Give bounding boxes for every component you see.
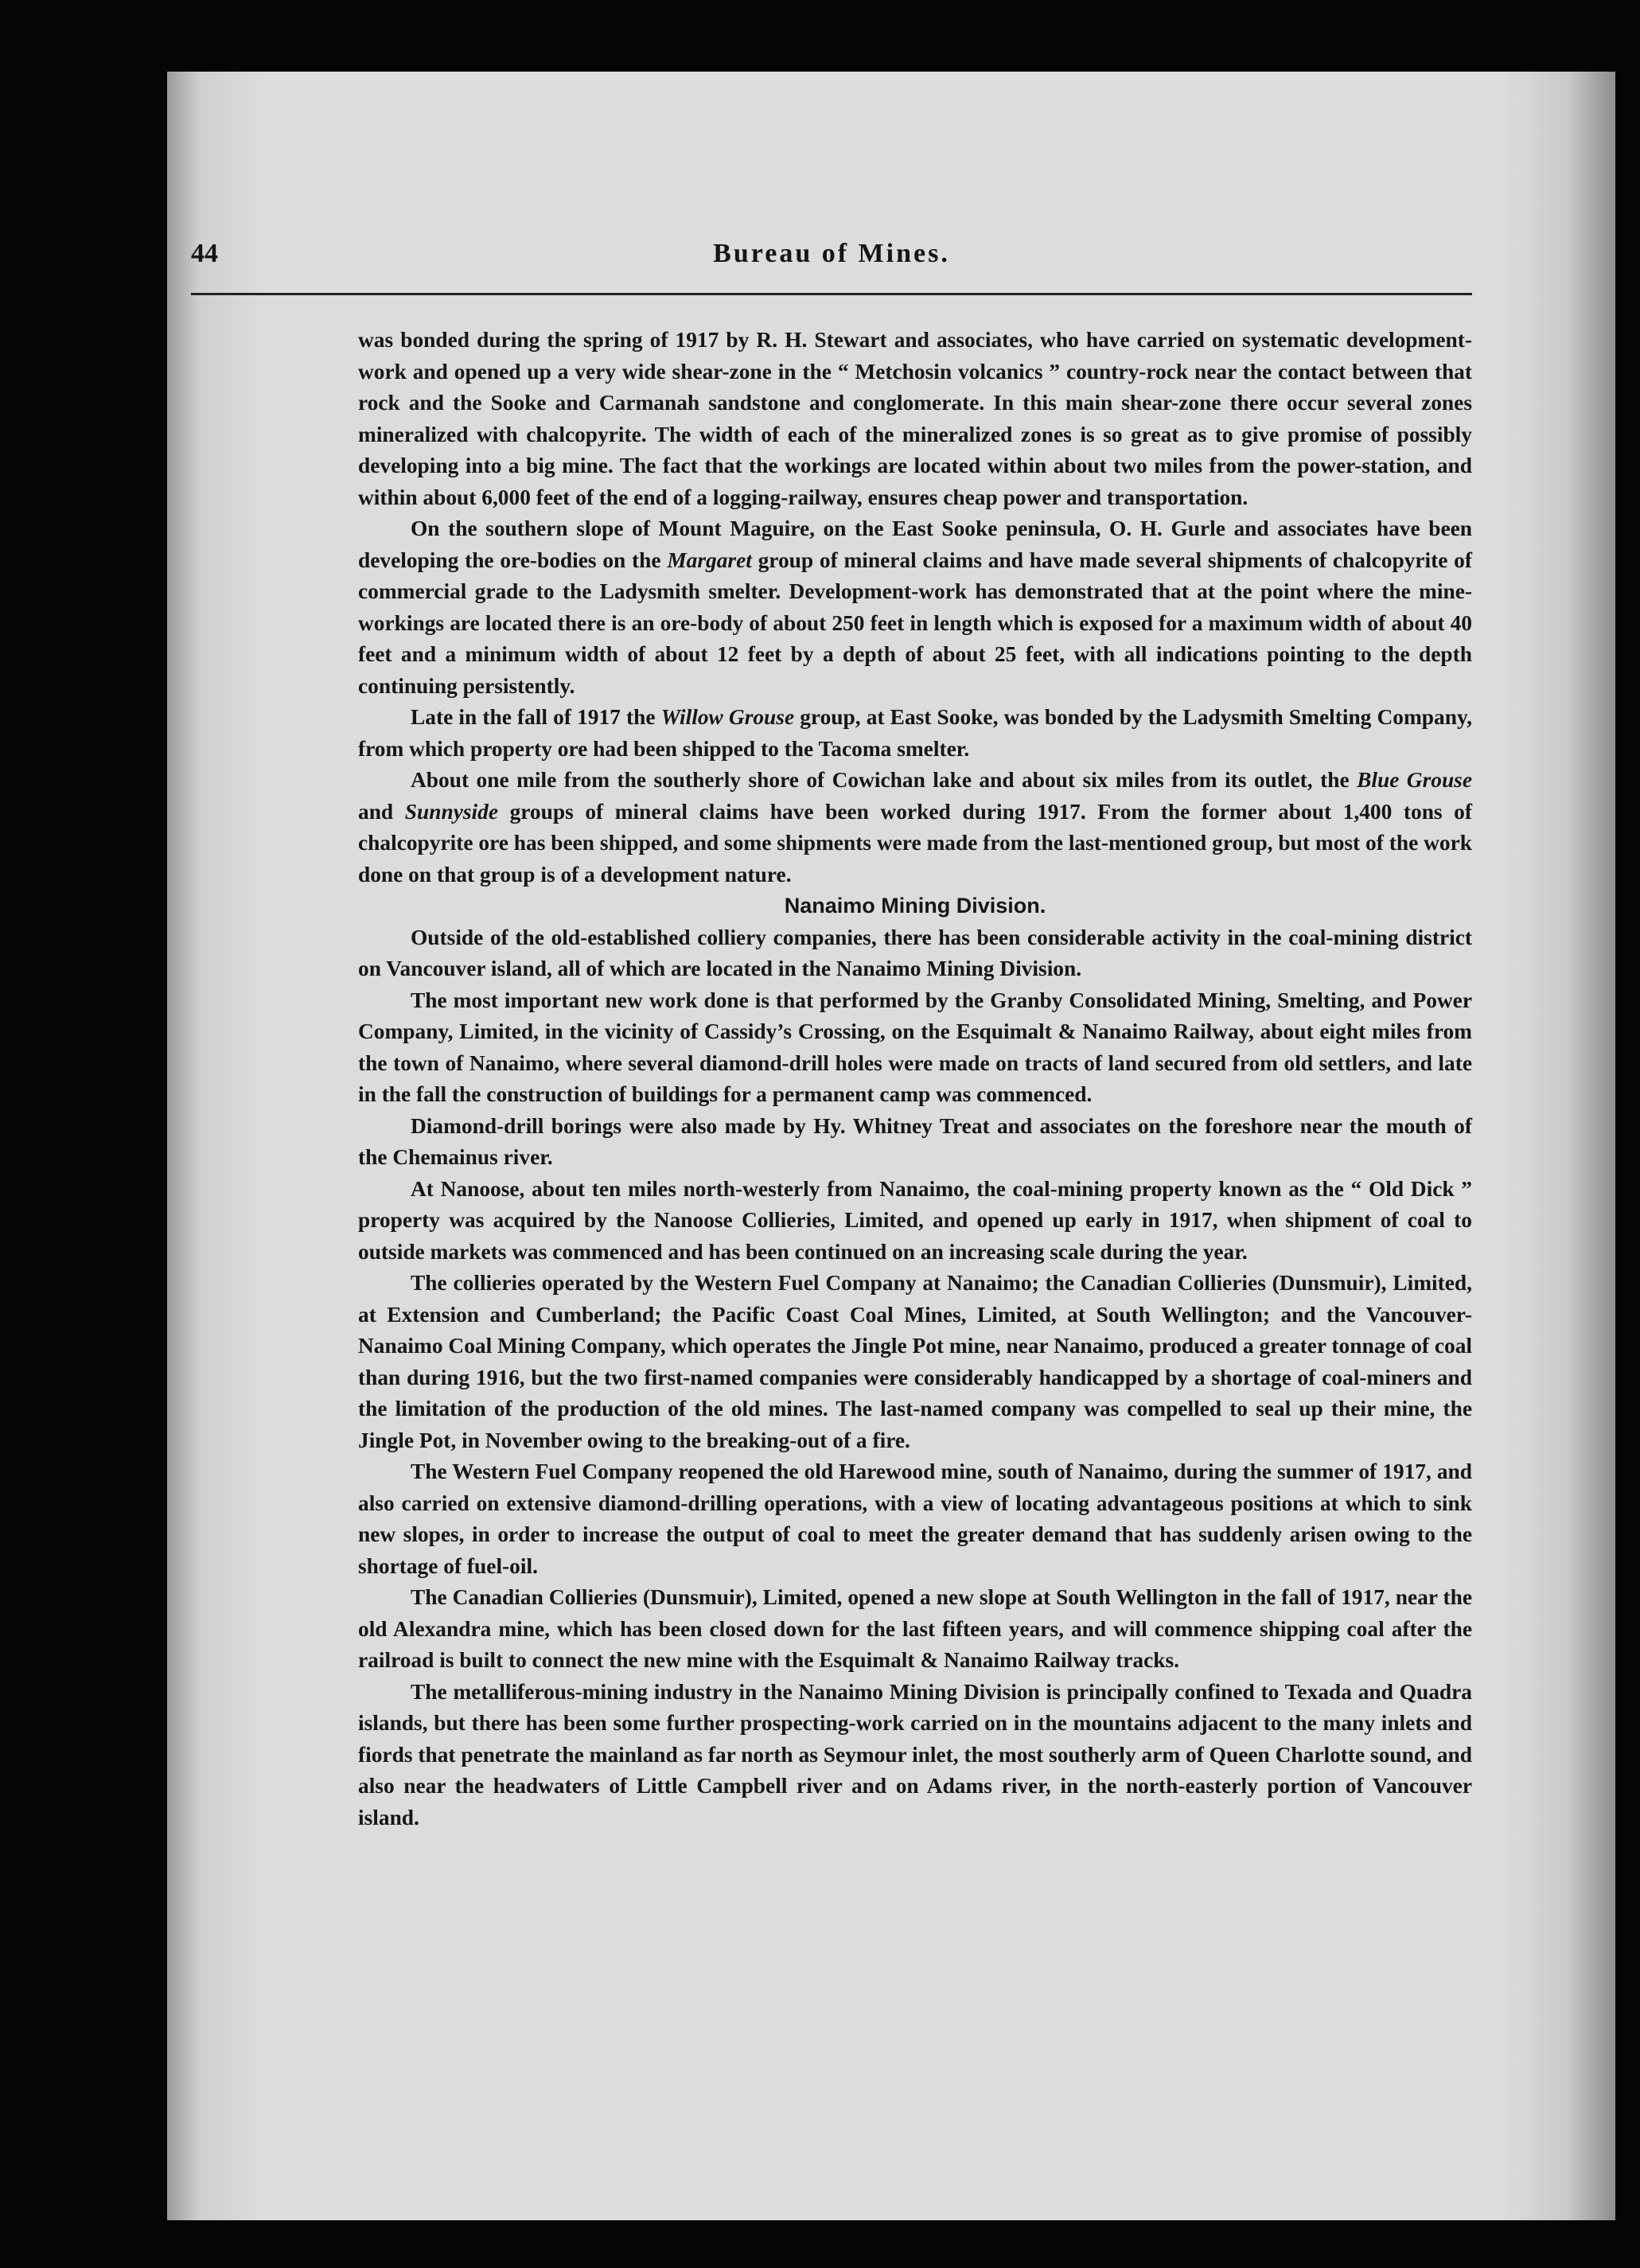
italic-text: Margaret bbox=[667, 548, 752, 572]
text-run: Diamond-drill borings were also made by Hy. Whitney Treat and associates on the foreshore near the mouth of the Chemainus river. bbox=[358, 1113, 1472, 1169]
paragraph bbox=[358, 1456, 1472, 1582]
text-run: was bonded during the spring of 1917 by R. H. Stewart and associates, who have carried on systematic development-work and opened up a very wide shear-zone in the “ Metchosin volcanics ” country-rock near the contact between that rock and the Sooke and Carmanah sandstone and conglomerate. In this main shear-zone there occur several zones mineralized with chalcopyrite. The width of each of the mineralized zones is so great as to give promise of possibly developing into a big mine. The fact that the workings are located within about two miles from the power-station, and within about 6,000 feet of the end of a logging-railway, ensures cheap power and transportation. bbox=[358, 328, 1472, 509]
paragraph bbox=[358, 513, 1472, 702]
text-run: Late in the fall of 1917 the bbox=[411, 705, 661, 729]
paragraph bbox=[358, 1677, 1472, 1834]
paragraph bbox=[358, 702, 1472, 765]
paragraph bbox=[358, 985, 1472, 1111]
page-body bbox=[358, 325, 1472, 1833]
text-run: At Nanoose, about ten miles north-westerly from Nanaimo, the coal-mining property known as the “ Old Dick ” property was acquired by the Nanoose Collieries, Limited, and opened up early in 1917, when shipment of coal to outside markets was commenced and has been continued on an increasing scale during the year. bbox=[358, 1176, 1472, 1264]
text-run: The collieries operated by the Western Fuel Company at Nanaimo; the Canadian Collieries (Dunsmuir), Limited, at Extension and Cumberland; the Pacific Coast Coal Mines, Limited, at South Wellington; and the Vancouver-Nanaimo Coal Mining Company, which operates the Jingle Pot mine, near Nanaimo, produced a greater tonnage of coal than during 1916, but the two first-named companies were considerably handicapped by a shortage of coal-miners and the limitation of the production of the old mines. The last-named company was compelled to seal up their mine, the Jingle Pot, in November owing to the breaking-out of a fire. bbox=[358, 1271, 1472, 1452]
paragraph bbox=[358, 325, 1472, 513]
paragraph bbox=[358, 1582, 1472, 1677]
paragraph bbox=[358, 922, 1472, 985]
text-run: The Canadian Collieries (Dunsmuir), Limited, opened a new slope at South Wellington in the fall of 1917, near the old Alexandra mine, which has been closed down for the last fifteen years, and will commence shipping coal after the railroad is built to connect the new mine with the Esquimalt & Nanaimo Railway tracks. bbox=[358, 1585, 1472, 1672]
text-run: group, at East Sooke, was bonded by the Ladysmith Smelting Company, from which property ore had been shipped to the Tacoma smelter. bbox=[358, 705, 1472, 761]
header-rule bbox=[191, 293, 1472, 295]
paragraph-group-2 bbox=[358, 922, 1472, 1834]
paragraph bbox=[358, 765, 1472, 890]
paragraph bbox=[358, 1268, 1472, 1456]
italic-text: Sunnyside bbox=[404, 799, 498, 824]
paragraph bbox=[358, 1174, 1472, 1268]
section-heading: Nanaimo Mining Division. bbox=[784, 894, 1046, 918]
page-number: 44 bbox=[191, 239, 218, 268]
text-run: and bbox=[358, 799, 405, 824]
text-run: The metalliferous-mining industry in the Nanaimo Mining Division is principally confined to Texada and Quadra islands, but there has been some further prospecting-work carried on in the mountains adjacent to the many inlets and fiords that penetrate the mainland as far north as Seymour inlet, the most southerly arm of Queen Charlotte sound, and also near the headwaters of Little Campbell river and on Adams river, in the north-easterly portion of Vancouver island. bbox=[358, 1679, 1472, 1830]
italic-text: Blue Grouse bbox=[1357, 768, 1472, 792]
italic-text: Willow Grouse bbox=[660, 705, 795, 729]
paragraph-group-1 bbox=[358, 325, 1472, 890]
text-run: Outside of the old-established colliery companies, there has been considerable activity in the coal-mining district on Vancouver island, all of which are located in the Nanaimo Mining Division. bbox=[358, 925, 1472, 980]
text-run: groups of mineral claims have been worked during 1917. From the former about 1,400 tons of chalcopyrite ore has been shipped, and some shipments were made from the last-mentioned group, but most of the work done on that group is of a development nature. bbox=[358, 799, 1472, 887]
paragraph bbox=[358, 1111, 1472, 1174]
text-run: The most important new work done is that performed by the Granby Consolidated Mining, Smelting, and Power Company, Limited, in the vicinity of Cassidy’s Crossing, on the Esquimalt & Nanaimo Railway, about eight miles from the town of Nanaimo, where several diamond-drill holes were made on tracts of land secured from old settlers, and late in the fall the construction of buildings for a permanent camp was commenced. bbox=[358, 988, 1472, 1106]
running-title: Bureau of Mines. bbox=[713, 239, 950, 268]
text-run: On the southern slope of Mount Maguire, on the East Sooke peninsula, O. H. Gurle and associates have been developing the ore-bodies on the bbox=[358, 516, 1472, 572]
text-run: The Western Fuel Company reopened the old Harewood mine, south of Nanaimo, during the summer of 1917, and also carried on extensive diamond-drilling operations, with a view of locating advantageous positions at which to sink new slopes, in order to increase the output of coal to meet the greater demand that has suddenly arisen owing to the shortage of fuel-oil. bbox=[358, 1459, 1472, 1578]
text-run: About one mile from the southerly shore of Cowichan lake and about six miles from its outlet, the bbox=[411, 768, 1358, 792]
text-run: group of mineral claims and have made several shipments of chalcopyrite of commercial grade to the Ladysmith smelter. Development-work has demonstrated that at the point where the mine-workings are located there is an ore-body of about 250 feet in length which is exposed for a maximum width of about 40 feet and a minimum width of about 12 feet by a depth of about 25 feet, with all indications pointing to the depth continuing persistently. bbox=[358, 548, 1472, 698]
